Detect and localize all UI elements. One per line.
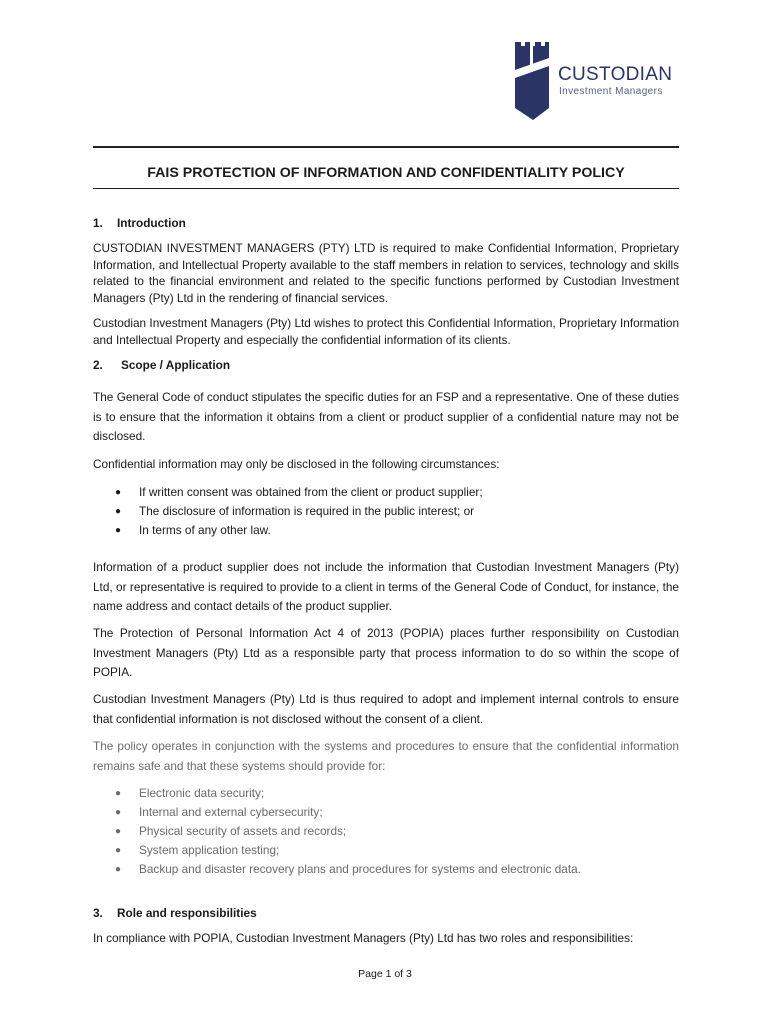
bullet-icon: ●: [115, 807, 122, 818]
section-number: 3.: [93, 906, 103, 920]
scope-paragraph-1: The General Code of conduct stipulates the specific duties for an FSP and a representative. One of these duties is to ensure that the information it obtains from a client or product supplier of a confidential nature may not be disclosed.: [93, 390, 679, 443]
roles-paragraph-1: In compliance with POPIA, Custodian Investment Managers (Pty) Ltd has two roles and responsibilities:: [93, 931, 634, 945]
castle-tower-icon: [511, 42, 551, 122]
scope-paragraph-5: Custodian Investment Managers (Pty) Ltd is thus required to adopt and implement internal controls to ensure that confidential information is not disclosed without the consent of a client.: [93, 692, 679, 726]
bullet-icon: ●: [115, 506, 122, 517]
title-bottom-rule: [93, 188, 679, 189]
title-top-rule: [93, 146, 679, 148]
section-heading-introduction: [93, 216, 186, 230]
section-number: 1.: [93, 216, 103, 230]
list-item: ● The disclosure of information is required in the public interest; or: [115, 502, 675, 521]
scope-paragraph-4: The Protection of Personal Information Act 4 of 2013 (POPIA) places further responsibility on Custodian Investment Managers (Pty) Ltd as a responsible party that process information to do so within the scope of POPIA.: [93, 626, 679, 679]
section-number: 2.: [93, 358, 103, 372]
company-logo: [511, 42, 681, 122]
logo-name: CUSTODIAN: [558, 64, 673, 85]
document-title: FAIS PROTECTION OF INFORMATION AND CONFIDENTIALITY POLICY: [147, 165, 625, 181]
scope-paragraph-3: Information of a product supplier does not include the information that Custodian Investment Managers (Pty) Ltd, or representative is required to provide to a client in terms of the General Code of Conduct, for instance, the name address and contact details of the product supplier.: [93, 560, 679, 613]
bullet-icon: ●: [115, 826, 122, 837]
list-item: ● Internal and external cybersecurity;: [115, 803, 675, 822]
bullet-icon: ●: [115, 487, 122, 498]
list-item: ● In terms of any other law.: [115, 521, 675, 540]
list-item: ● System application testing;: [115, 841, 675, 860]
list-item: ● Physical security of assets and records;: [115, 822, 675, 841]
intro-paragraph-2: Custodian Investment Managers (Pty) Ltd wishes to protect this Confidential Information, Proprietary Information and Intellectual Property and especially the confidential information of its clients.: [93, 316, 679, 347]
page-number: Page 1 of 3: [358, 968, 412, 980]
section-title: Scope / Application: [121, 358, 231, 372]
section-title: Introduction: [117, 216, 186, 230]
disclosure-circumstances-list: [115, 483, 675, 540]
list-item: ● Electronic data security;: [115, 784, 675, 803]
list-item: ● Backup and disaster recovery plans and procedures for systems and electronic data.: [115, 860, 675, 879]
list-item: ● If written consent was obtained from the client or product supplier;: [115, 483, 675, 502]
scope-paragraph-6: The policy operates in conjunction with the systems and procedures to ensure that the confidential information remains safe and that these systems should provide for:: [93, 739, 679, 773]
intro-paragraph-1: CUSTODIAN INVESTMENT MANAGERS (PTY) LTD is required to make Confidential Information, Proprietary Information, and Intellectual Property available to the staff members in relation to services, technology and skills related to the financial environment and related to the specific functions performed by Custodian Investment Managers (Pty) Ltd in the rendering of financial services.: [93, 241, 679, 305]
section-heading-scope: [93, 358, 230, 372]
section-title: Role and responsibilities: [117, 906, 257, 920]
bullet-icon: ●: [115, 788, 122, 799]
scope-paragraph-2: Confidential information may only be disclosed in the following circumstances:: [93, 457, 500, 471]
bullet-icon: ●: [115, 845, 122, 856]
bullet-icon: ●: [115, 525, 122, 536]
bullet-icon: ●: [115, 864, 122, 875]
section-heading-roles: [93, 906, 257, 920]
system-provisions-list: [115, 784, 675, 879]
logo-subtitle: Investment Managers: [559, 86, 663, 97]
